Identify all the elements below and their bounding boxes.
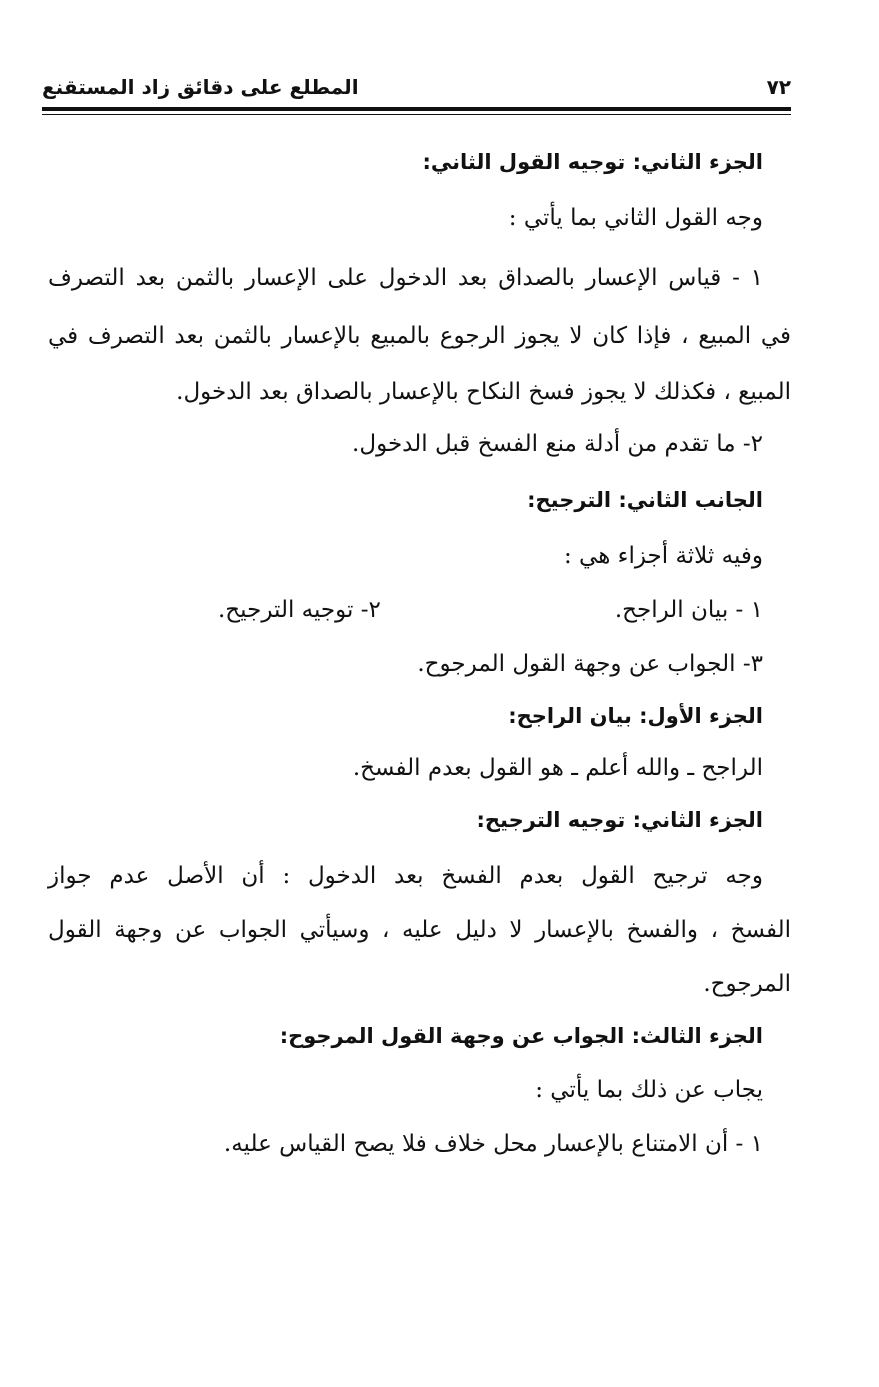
running-header [42, 70, 791, 104]
heading-part3-answer: الجزء الثالث: الجواب عن وجهة القول المرجوح: [279, 1024, 763, 1048]
paragraph-intro-second-view: وجه القول الثاني بما يأتي : [508, 205, 763, 231]
paragraph-tawjih-line-3: المرجوح. [703, 971, 791, 997]
heading-part2-second-view: الجزء الثاني: توجيه القول الثاني: [422, 150, 763, 174]
list-item-3: ٣- الجواب عن وجهة القول المرجوح. [417, 651, 763, 677]
paragraph-tawjih-line-1: وجه ترجيح القول بعدم الفسخ بعد الدخول : أن الأصل عدم جواز [48, 863, 763, 889]
parts-list-row [218, 594, 763, 626]
book-title: المطلع على دقائق زاد المستقنع [42, 75, 359, 99]
paragraph-1-line-1: ١ - قياس الإعسار بالصداق بعد الدخول على الإعسار بالثمن بعد التصرف [48, 265, 763, 291]
list-item-1: ١ - بيان الراجح. [614, 597, 763, 623]
paragraph-tawjih-line-2: الفسخ ، والفسخ بالإعسار لا دليل عليه ، وسيأتي الجواب عن وجهة القول [48, 917, 791, 943]
heading-side2-tarjih: الجانب الثاني: الترجيح: [527, 488, 763, 512]
header-rule-thick [42, 107, 791, 111]
paragraph-rajih: الراجح ـ والله أعلم ـ هو القول بعدم الفسخ. [352, 755, 763, 781]
page-number: ٧٢ [766, 75, 791, 99]
paragraph-answer-intro: يجاب عن ذلك بما يأتي : [535, 1077, 763, 1103]
paragraph-2: ٢- ما تقدم من أدلة منع الفسخ قبل الدخول. [352, 431, 763, 457]
paragraph-answer-1: ١ - أن الامتناع بالإعسار محل خلاف فلا يصح القياس عليه. [223, 1131, 763, 1157]
list-item-2: ٢- توجيه الترجيح. [218, 597, 381, 623]
heading-part1-rajih: الجزء الأول: بيان الراجح: [508, 704, 763, 728]
paragraph-1-line-3: المبيع ، فكذلك لا يجوز فسخ النكاح بالإعسار بالصداق بعد الدخول. [176, 379, 791, 405]
paragraph-1-line-2: في المبيع ، فإذا كان لا يجوز الرجوع بالمبيع بالإعسار بالثمن بعد التصرف في [48, 323, 791, 349]
heading-part2-tawjih: الجزء الثاني: توجيه الترجيح: [476, 808, 763, 832]
paragraph-parts-intro: وفيه ثلاثة أجزاء هي : [563, 543, 763, 569]
header-rule-thin [42, 114, 791, 115]
